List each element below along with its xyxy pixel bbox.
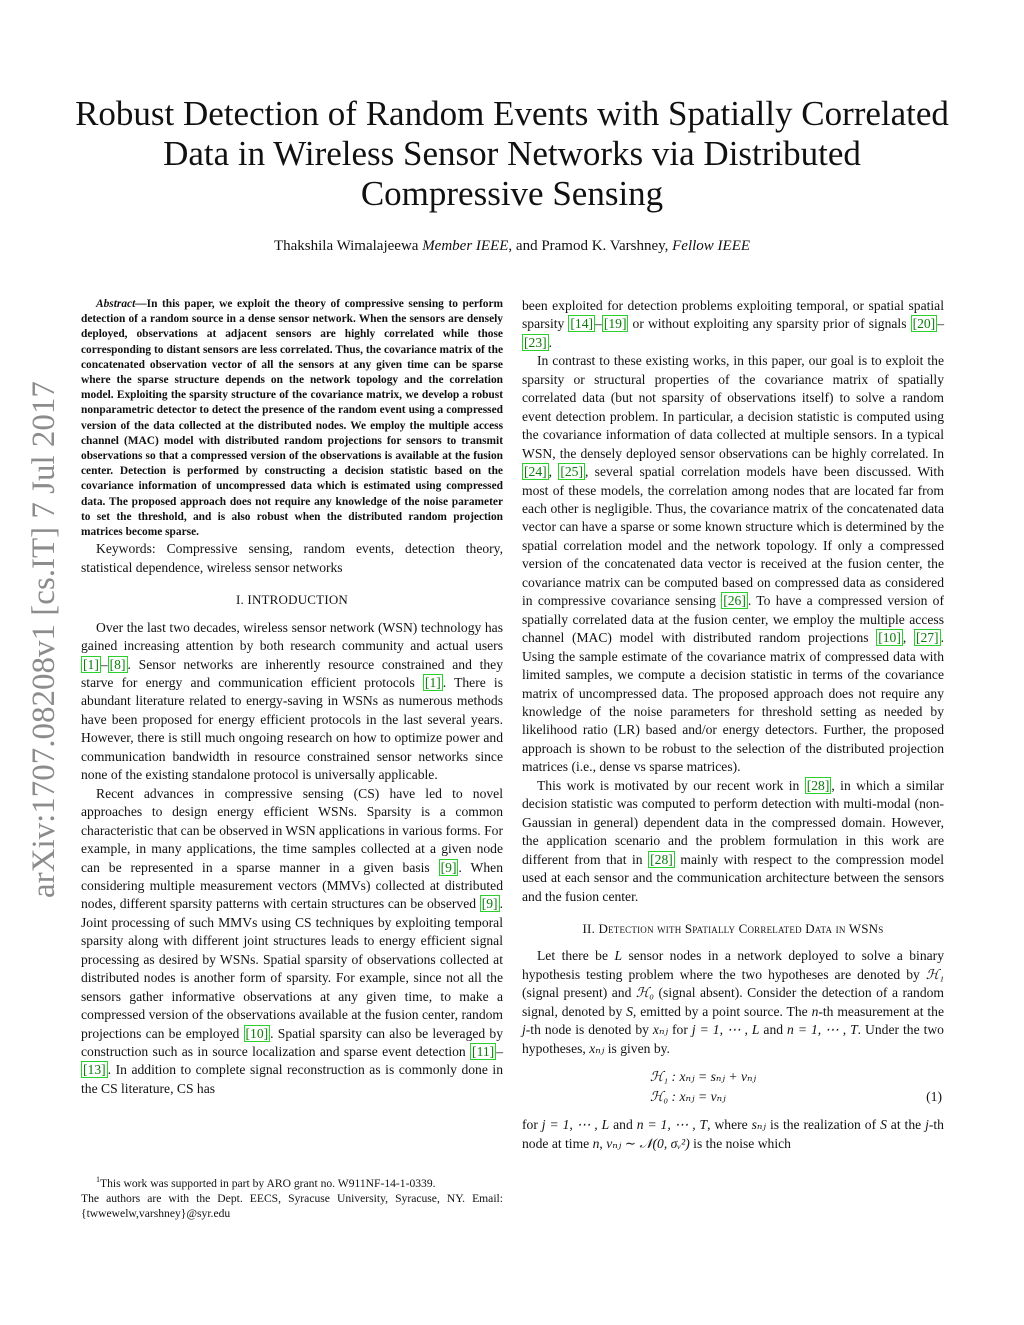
- text: In contrast to these existing works, in this paper, our goal is to exploit the sparsity or structural properties of the covariance matrix of spatially correlated data (but not sparsity of observations itself) to solve a random event detection problem. In particular, a decision statistic is computed using the covariance information of data collected at multiple sensors. In a typical WSN, the densely deployed sensor observations can be highly correlated. In: [522, 353, 944, 461]
- footnote-mark: 1: [96, 1175, 100, 1184]
- math: ℋ₀: [635, 985, 655, 1001]
- math: S: [880, 1117, 887, 1133]
- math: vₙⱼ ∼ 𝒩(0, σᵥ²): [606, 1135, 690, 1151]
- section-heading-detection: II. Detection with Spatially Correlated Data in WSNs: [582, 920, 884, 936]
- math: j = 1, ⋯ , L: [541, 1117, 610, 1133]
- text: Over the last two decades, wireless sensor network (WSN) technology has gained increasing attention by both research community and actual users: [81, 619, 503, 654]
- text: is the realization of: [766, 1117, 881, 1133]
- paragraph: [81, 785, 503, 1099]
- text: .: [548, 334, 553, 350]
- title-line: Robust Detection of Random Events with Spatially Correlated: [75, 94, 949, 133]
- text: Let there be: [537, 948, 615, 964]
- text: and: [609, 1117, 637, 1133]
- math: xₙⱼ: [652, 1022, 669, 1038]
- text: . Using the sample estimate of the covariance matrix of compressed data with limited samples, we compute a decision statistic in terms of the covariance matrix of uncompressed data. The proposed approach does not require any knowledge of the noise parameters for threshold setting as needed by likelihood ratio (LR) based and/or energy detectors. Further, the proposed approach is shown to be robust to the selection of the distributed projection matrices (i.e., dense vs sparse matrices).: [522, 630, 944, 775]
- citation-link[interactable]: [11]: [472, 1044, 495, 1060]
- math: n: [592, 1135, 600, 1151]
- equation-number: (1): [926, 1089, 942, 1105]
- text: -th node at time: [522, 1117, 944, 1151]
- math: xₙⱼ: [589, 1040, 605, 1056]
- text: (signal present) and: [522, 985, 636, 1001]
- text: -th node is denoted by: [525, 1022, 653, 1038]
- abstract: [81, 297, 503, 540]
- equation-line: ℋ₁ : xₙⱼ = sₙⱼ + vₙⱼ: [650, 1069, 757, 1085]
- paragraph: [522, 297, 944, 352]
- citation-link[interactable]: [24]: [524, 464, 547, 480]
- citation-link[interactable]: [1]: [83, 656, 99, 672]
- text: been exploited for detection problems exploiting temporal, or spatial spatial sparsity: [522, 298, 944, 332]
- text: This work is motivated by our recent work in: [537, 777, 805, 793]
- paragraph: [81, 619, 503, 785]
- arxiv-identifier: arXiv:1707.08208v1 [cs.IT] 7 Jul 2017: [26, 381, 62, 898]
- right-column: [522, 297, 944, 1153]
- math: j: [522, 1022, 526, 1038]
- text: for: [522, 1117, 542, 1133]
- text: is given by.: [604, 1040, 670, 1056]
- text: . Spatial sparsity can also be leveraged by construction such as in source localization and sparse event detection: [81, 1025, 503, 1060]
- arxiv-side-stamp: [10, 350, 70, 910]
- text: . Under the two hypotheses,: [522, 1022, 944, 1056]
- text: sensor nodes in a network deployed to solve a binary hypothesis testing problem where the two hypotheses are denoted by: [522, 948, 944, 982]
- keywords-text: : Compressive sensing, random events, detection theory, statistical dependence, wireless sensor networks: [81, 541, 503, 575]
- text: . Sensor networks are inherently resource constrained and they starve for energy and communication efficient protocols: [81, 656, 503, 690]
- citation-link[interactable]: [28]: [806, 777, 830, 793]
- footnote-text: This work was supported in part by ARO grant no. W911NF-14-1-0339.: [100, 1176, 436, 1190]
- text: . Joint processing of such MMVs using CS techniques by exploiting temporal sparsity along with different joint structures leads to energy efficient signal processing as desired by WSNs. Spatial sparsity of observations collected at distributed nodes is another form of sparsity. For example, since not all the sensors gather informative observations at any given time, to make a compressed version of the observations available at the fusion center, random projections can be employed: [81, 896, 503, 1041]
- text: –: [937, 316, 945, 332]
- paragraph: [522, 352, 944, 776]
- title-line: Data in Wireless Sensor Networks via Distributed: [163, 134, 861, 173]
- math: sₙⱼ: [751, 1117, 766, 1133]
- section-first-letter: I: [247, 592, 252, 608]
- paragraph: [522, 777, 944, 906]
- math: L: [614, 948, 623, 964]
- citation-link[interactable]: [13]: [83, 1062, 106, 1078]
- text: or without exploiting any sparsity prior of signals: [628, 316, 911, 332]
- citation-link[interactable]: [27]: [915, 630, 939, 646]
- paragraph: [522, 947, 944, 1058]
- text: -th measurement at the: [818, 1003, 944, 1019]
- author-name: Thakshila Wimalajeewa: [273, 238, 419, 254]
- citation-link[interactable]: [20]: [912, 316, 936, 332]
- footnote-line: [81, 1172, 503, 1191]
- footnote: [81, 1172, 503, 1221]
- math: n: [811, 1003, 819, 1019]
- text: for: [668, 1022, 692, 1038]
- citation-link[interactable]: [10]: [878, 630, 901, 646]
- text: . In addition to complete signal reconstruction as is commonly done in the CS literature, CS has: [81, 1062, 503, 1096]
- citation-link[interactable]: [1]: [424, 674, 441, 690]
- left-column: [81, 297, 503, 1098]
- paper-title: [60, 94, 964, 214]
- keywords-label: Keywords: [96, 541, 152, 557]
- text: , in which a similar decision statistic was computed to perform detection with multi-modal (non-Gaussian in general) dependent data in the compressed domain. However, the application scenario and the problem formulation in this work are different from that in: [522, 777, 945, 867]
- text: . There is abundant literature related to energy-saving in WSNs as numerous methods have been proposed for energy efficient protocols in the last several years. However, there is still much ongoing research on how to optimize power and communication bandwidth in resource constrained sensor networks since none of the existing standalone protocol is universally applicable.: [81, 674, 503, 783]
- title-line: Compressive Sensing: [360, 174, 664, 213]
- text: . When considering multiple measurement vectors (MMVs) collected at distributed nodes, different sparsity patterns with certain structures can be observed: [81, 859, 503, 912]
- citation-link[interactable]: [23]: [524, 334, 547, 350]
- text: , where: [707, 1117, 752, 1133]
- section-title-rest: NTRODUCTION: [251, 592, 349, 608]
- citation-link[interactable]: [9]: [481, 896, 498, 912]
- text: at the: [886, 1117, 926, 1133]
- text: ,: [599, 1135, 607, 1151]
- text: mainly with respect to the compression model used at each sensor and the communication architecture between the sensors and the fusion center.: [522, 851, 944, 904]
- text: , emitted by a point source. The: [632, 1003, 812, 1019]
- author-role: Member IEEE: [422, 238, 509, 254]
- citation-link[interactable]: [19]: [603, 316, 627, 332]
- section-numeral: I.: [235, 592, 248, 608]
- paragraph: [522, 1116, 944, 1153]
- math: ℋ₁: [925, 966, 944, 982]
- footnote-line: The authors are with the Dept. EECS, Syracuse University, Syracuse, NY. Email: {twwewelw,varshney}@syr.edu: [81, 1191, 503, 1220]
- equation-line: ℋ₀ : xₙⱼ = vₙⱼ: [650, 1089, 726, 1105]
- citation-link[interactable]: [25]: [560, 464, 583, 480]
- citation-link[interactable]: [9]: [440, 859, 457, 875]
- text: –: [496, 1044, 503, 1060]
- math: n = 1, ⋯ , T: [636, 1117, 708, 1133]
- math: n = 1, ⋯ , T: [787, 1022, 858, 1038]
- citation-link[interactable]: [8]: [109, 656, 126, 672]
- citation-link[interactable]: [10]: [245, 1025, 269, 1041]
- text: –: [100, 656, 108, 672]
- author-line: [60, 238, 964, 255]
- text: –: [595, 316, 602, 332]
- text: and: [759, 1022, 788, 1038]
- math: j: [925, 1117, 929, 1133]
- text: is the noise which: [689, 1135, 791, 1151]
- math: j = 1, ⋯ , L: [691, 1022, 760, 1038]
- equation-1: [522, 1068, 944, 1108]
- text: Recent advances in compressive sensing (CS) have led to novel approaches to design energy efficient WSNs. Sparsity is a common characteristic that can be observed in WSN applications in various forms. For example, in many applications, the time samples collected at a given node can be represented in a sparse manner in a given basis: [81, 785, 503, 875]
- math: S: [626, 1003, 633, 1019]
- abstract-text: —In this paper, we exploit the theory of compressive sensing to perform detection of a random source in a dense sensor network. When the sensors are densely deployed, observations at adjacent sensors are highly correlated while those corresponding to distant sensors are less correlated. Thus, the covariance matrix of the concatenated observation vector of all the sensors at any given time can be sparse where the sparse structure depends on the network topology and the correlation model. Exploiting the sparsity structure of the covariance matrix, we develop a robust nonparametric detector to detect the presence of the random event using a compressed version of the data collected at the distributed nodes. We employ the multiple access channel (MAC) model with distributed random projections for sensors to transmit observations so that a compressed version of the observations is available at the fusion center. Detection is performed by constructing a decision statistic based on the covariance information of uncompressed data which is estimated using compressed data. The proposed approach does not require any knowledge of the noise parameter to set the threshold, and is also robust when the distributed random projection matrices become sparse.: [81, 298, 503, 539]
- text: (signal absent). Consider the detection of a random signal, denoted by: [522, 985, 944, 1019]
- text: , several spatial correlation models have been discussed. With most of these models, the correlation among nodes that are located far from each other is negligible. Thus, the covariance matrix of the concatenated data vector can have a sparse or some known structure which is determined by the spatial correlation model and the network topology. If only a compressed version of the concatenated data vector is received at the fusion center, the covariance matrix can be computed based on compressed data as considered in compressive covariance sensing: [522, 464, 945, 609]
- text: ,: [548, 464, 559, 480]
- text: ,: [902, 630, 914, 646]
- text: . To have a compressed version of spatially correlated data at the fusion center, we employ the multiple access channel (MAC) model with distributed random projections: [522, 593, 944, 646]
- author-role: Fellow IEEE: [672, 238, 751, 254]
- citation-link[interactable]: [28]: [650, 851, 673, 867]
- abstract-label: Abstract: [96, 298, 136, 310]
- citation-link[interactable]: [26]: [723, 593, 746, 609]
- section-heading-introduction: [81, 591, 503, 609]
- author-joiner: , and Pramod K. Varshney,: [508, 238, 673, 254]
- keywords: [81, 540, 503, 577]
- citation-link[interactable]: [14]: [570, 316, 594, 332]
